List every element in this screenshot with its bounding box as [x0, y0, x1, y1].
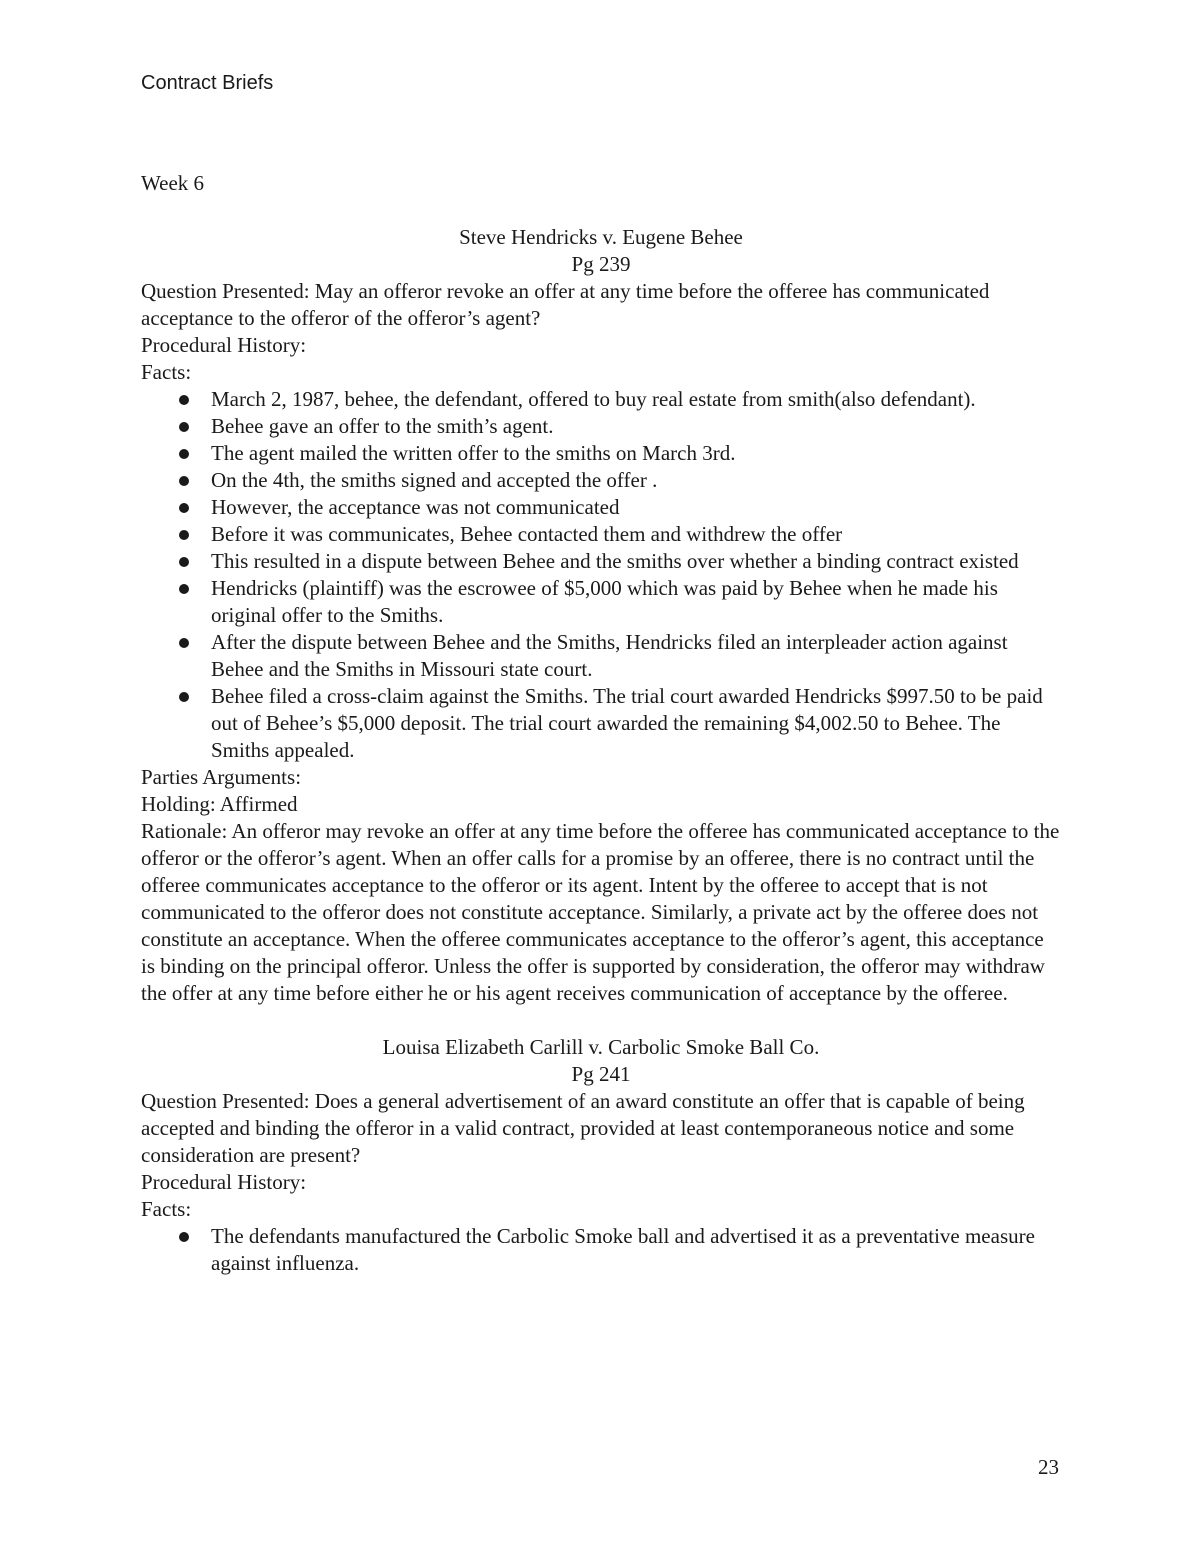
fact-item: However, the acceptance was not communicated	[211, 494, 1061, 521]
bullet-icon	[179, 638, 189, 648]
case-title: Louisa Elizabeth Carlill v. Carbolic Smoke Ball Co.	[382, 1035, 820, 1059]
rationale: Rationale: An offeror may revoke an offer at any time before the offeree has communicated acceptance to the offeror or the offeror’s agent. When an offer calls for a promise by an offeree, there is no contract until the offeree communicates acceptance to the offeror or its agent. Intent by the offeree to accept that is not communicated to the offeror does not constitute acceptance. Similarly, a private act by the offeree does not constitute an acceptance. When the offeree communicates acceptance to the offeror’s agent, this acceptance is binding on the principal offeror. Unless the offer is supported by consideration, the offeror may withdraw the offer at any time before either he or his agent receives communication of acceptance by the offeree.	[141, 819, 1060, 1005]
week-heading: Week 6	[141, 171, 205, 195]
fact-item: After the dispute between Behee and the Smiths, Hendricks filed an interpleader action against Behee and the Smiths in Missouri state court.	[211, 629, 1061, 683]
fact-item: Hendricks (plaintiff) was the escrowee of $5,000 which was paid by Behee when he made his original offer to the Smiths.	[211, 575, 1061, 629]
bullet-icon	[179, 692, 189, 702]
page-number: 23	[1038, 1455, 1059, 1479]
bullet-icon	[179, 584, 189, 594]
fact-item: March 2, 1987, behee, the defendant, offered to buy real estate from smith(also defendant).	[211, 386, 1061, 413]
facts-label: Facts:	[141, 360, 192, 384]
procedural-history: Procedural History:	[141, 333, 307, 357]
facts-list	[141, 386, 1061, 764]
document-body	[141, 170, 1061, 1277]
bullet-icon	[179, 395, 189, 405]
case-brief-carlill	[141, 1034, 1061, 1277]
question-presented: Question Presented: Does a general advertisement of an award constitute an offer that is capable of being accepted and binding the offeror in a valid contract, provided at least contemporaneous notice and some consideration are present?	[141, 1089, 1025, 1167]
fact-item: The agent mailed the written offer to the smiths on March 3rd.	[211, 440, 1061, 467]
fact-item: This resulted in a dispute between Behee and the smiths over whether a binding contract existed	[211, 548, 1061, 575]
facts-list	[141, 1223, 1061, 1277]
parties-arguments: Parties Arguments:	[141, 765, 302, 789]
case-page-reference: Pg 239	[571, 252, 631, 276]
fact-item: Behee filed a cross-claim against the Smiths. The trial court awarded Hendricks $997.50 to be paid out of Behee’s $5,000 deposit. The trial court awarded the remaining $4,002.50 to Behee. The Smiths appealed.	[211, 683, 1061, 764]
bullet-icon	[179, 1232, 189, 1242]
document-header: Contract Briefs	[141, 72, 274, 94]
facts-label: Facts:	[141, 1197, 192, 1221]
fact-item: On the 4th, the smiths signed and accepted the offer .	[211, 467, 1061, 494]
bullet-icon	[179, 557, 189, 567]
fact-item: The defendants manufactured the Carbolic Smoke ball and advertised it as a preventative measure against influenza.	[211, 1223, 1061, 1277]
case-title: Steve Hendricks v. Eugene Behee	[459, 225, 743, 249]
case-brief-hendricks	[141, 224, 1061, 1007]
fact-item: Before it was communicates, Behee contacted them and withdrew the offer	[211, 521, 1061, 548]
fact-item: Behee gave an offer to the smith’s agent.	[211, 413, 1061, 440]
bullet-icon	[179, 422, 189, 432]
holding: Holding: Affirmed	[141, 792, 298, 816]
question-presented: Question Presented: May an offeror revoke an offer at any time before the offeree has communicated acceptance to the offeror of the offeror’s agent?	[141, 279, 990, 330]
case-page-reference: Pg 241	[571, 1062, 631, 1086]
procedural-history: Procedural History:	[141, 1170, 307, 1194]
bullet-icon	[179, 476, 189, 486]
bullet-icon	[179, 503, 189, 513]
bullet-icon	[179, 530, 189, 540]
bullet-icon	[179, 449, 189, 459]
